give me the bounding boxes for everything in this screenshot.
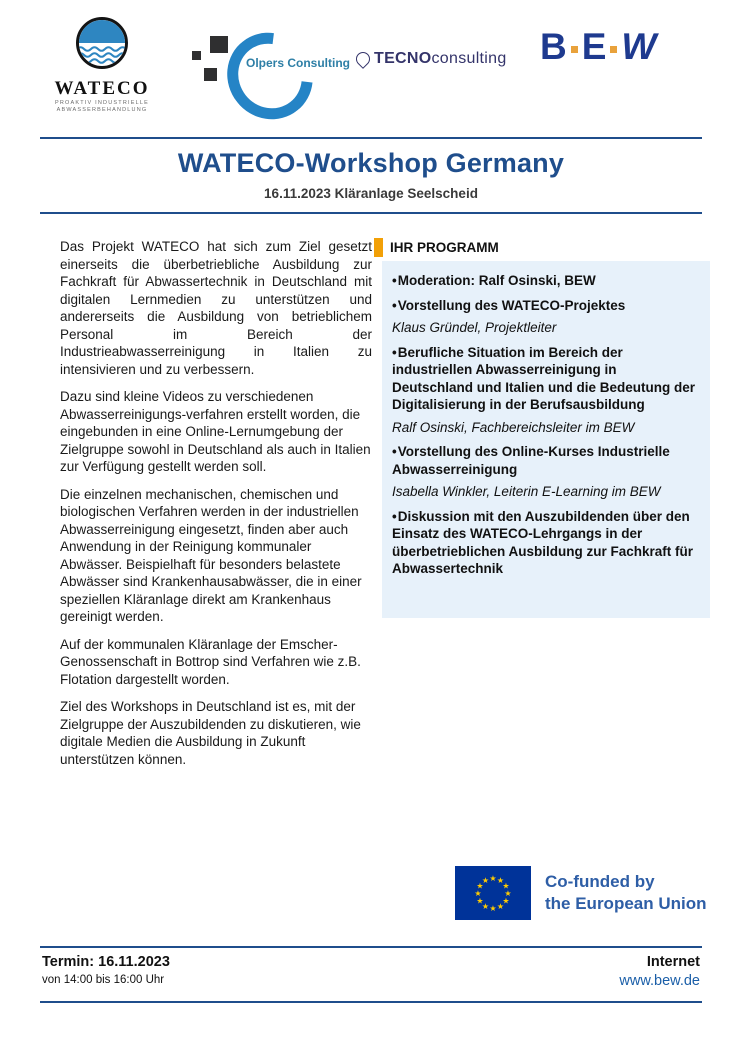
program-item: • Moderation: Ralf Osinski, BEW — [392, 272, 700, 290]
eu-funding-line2: the European Union — [545, 894, 707, 913]
intro-paragraph: Auf der kommunalen Kläranlage der Emscher-Genossenschaft in Bottrop sind Verfahren wie z.B. Flotation dargestellt worden. — [60, 636, 361, 687]
page-subtitle: 16.11.2023 Kläranlage Seelscheid — [264, 186, 478, 201]
tecno-logo-name — [374, 50, 507, 68]
eu-funding-line1: Co-funded by — [545, 872, 655, 891]
wateco-tagline-1: PROAKTIV INDUSTRIELLE — [55, 100, 149, 106]
svg-text:★: ★ — [489, 874, 497, 883]
footer-right — [619, 954, 700, 1001]
program-column — [382, 238, 710, 778]
program-item: • Vorstellung des Online-Kurses Industrielle Abwasserreinigung — [392, 443, 700, 478]
tecno-logo-light: consulting — [431, 50, 507, 67]
intro-paragraph: Dazu sind kleine Videos zu verschiedenen Abwasserreinigungs-verfahren erstellt worden, die eingebunden in eine Online-Lernumgebung der Zielgruppe sowohl in Deutschland als auch in Italien zur Verfügung gestellt werden soll. — [60, 389, 371, 474]
event-time-label: von 14:00 bis 16:00 Uhr — [42, 974, 165, 986]
program-item: • Vorstellung des WATECO-Projektes — [392, 297, 700, 315]
eu-funding-block — [455, 866, 707, 920]
title-block — [40, 137, 702, 214]
intro-paragraph: Ziel des Workshops in Deutschland ist es, mit der Zielgruppe der Auszubildenden zu diskutieren, wie digitale Medien die Ausbildung in Zukunft unterstützen können. — [60, 699, 361, 767]
eu-funding-text — [545, 871, 707, 915]
program-speaker: Ralf Osinski, Fachbereichsleiter im BEW — [392, 419, 635, 435]
svg-text:★: ★ — [476, 896, 484, 906]
wateco-logo — [44, 16, 160, 114]
bew-dot-icon — [571, 46, 578, 53]
svg-text:★: ★ — [489, 904, 497, 913]
tecnoconsulting-logo — [356, 50, 507, 68]
wateco-tagline-2: ABWASSERBEHANDLUNG — [56, 107, 148, 113]
orange-marker-icon — [374, 238, 383, 257]
svg-text:★: ★ — [476, 881, 484, 891]
website-link[interactable]: www.bew.de — [619, 973, 700, 989]
olpers-logo-name: Olpers Consulting — [246, 56, 351, 70]
program-heading-label: IHR PROGRAMM — [390, 240, 499, 255]
wateco-logo-name: WATECO — [54, 78, 150, 99]
event-date-label: Termin: 16.11.2023 — [42, 954, 170, 970]
program-item: • Diskussion mit den Auszubildenden über den Einsatz des WATECO-Lehrgangs in der überbetrieblichen Ausbildung zur Fachkraft für Abwassertechnik — [392, 508, 700, 578]
page-title: WATECO-Workshop Germany — [177, 148, 565, 178]
svg-text:★: ★ — [474, 889, 482, 898]
bew-letter-b: B — [540, 26, 567, 67]
main-content — [60, 238, 710, 778]
internet-label: Internet — [646, 954, 700, 970]
program-speaker: Isabella Winkler, Leiterin E-Learning im BEW — [392, 484, 661, 499]
wateco-water-circle-icon — [75, 16, 129, 70]
bew-dot-icon — [610, 46, 617, 53]
svg-text:★: ★ — [502, 896, 510, 906]
svg-text:★: ★ — [504, 889, 512, 898]
olpers-crescent-icon — [210, 15, 330, 136]
svg-text:★: ★ — [481, 876, 490, 885]
water-drop-icon — [353, 49, 373, 69]
olpers-square-icon — [204, 68, 217, 81]
logo-strip — [0, 0, 736, 132]
olpers-square-icon — [192, 51, 201, 60]
olpers-consulting-logo — [186, 30, 351, 106]
tecno-logo-bold: TECNO — [374, 50, 432, 67]
olpers-square-icon — [210, 36, 228, 53]
footer — [40, 946, 702, 1003]
eu-flag-icon — [455, 866, 531, 920]
intro-column — [60, 238, 372, 778]
program-speaker: Klaus Gründel, Projektleiter — [392, 320, 557, 335]
svg-text:★: ★ — [481, 902, 490, 911]
intro-paragraph: Das Projekt WATECO hat sich zum Ziel gesetzt einerseits die überbetriebliche Ausbildung zur Fachkraft für Abwassertechnik in Deutschland mit digitalen Lernmedien zu unterstützen und andererseits die Ausbildung von betrieblichem Personal im Bereich der Industrieabwasserreinigung in Italien zu intensivieren und zu verbessern. — [60, 239, 372, 377]
footer-left — [42, 954, 170, 1001]
svg-text:★: ★ — [502, 881, 510, 891]
bew-letter-w: W — [621, 26, 657, 67]
program-heading — [374, 238, 710, 257]
svg-text:★: ★ — [496, 902, 505, 911]
bew-logo — [540, 28, 656, 65]
svg-text:★: ★ — [496, 876, 505, 885]
intro-paragraph: Die einzelnen mechanischen, chemischen und biologischen Verfahren werden in der industriellen Abwasserreinigung eingesetzt, finden aber auch Anwendung in der Reinigung kommunaler Abwässer. Beispielhaft für besonders belastete Abwässer sind Krankenhausabwässer, die in einer speziellen Kläranlage direkt am Krankenhaus gereinigt werden. — [60, 486, 362, 624]
program-item: • Berufliche Situation im Bereich der industriellen Abwasserreinigung in Deutschland und Italien und die Bedeutung der Digitalisierung in der Berufsausbildung — [392, 344, 700, 414]
program-box — [382, 261, 710, 618]
bew-letter-e: E — [581, 26, 607, 67]
